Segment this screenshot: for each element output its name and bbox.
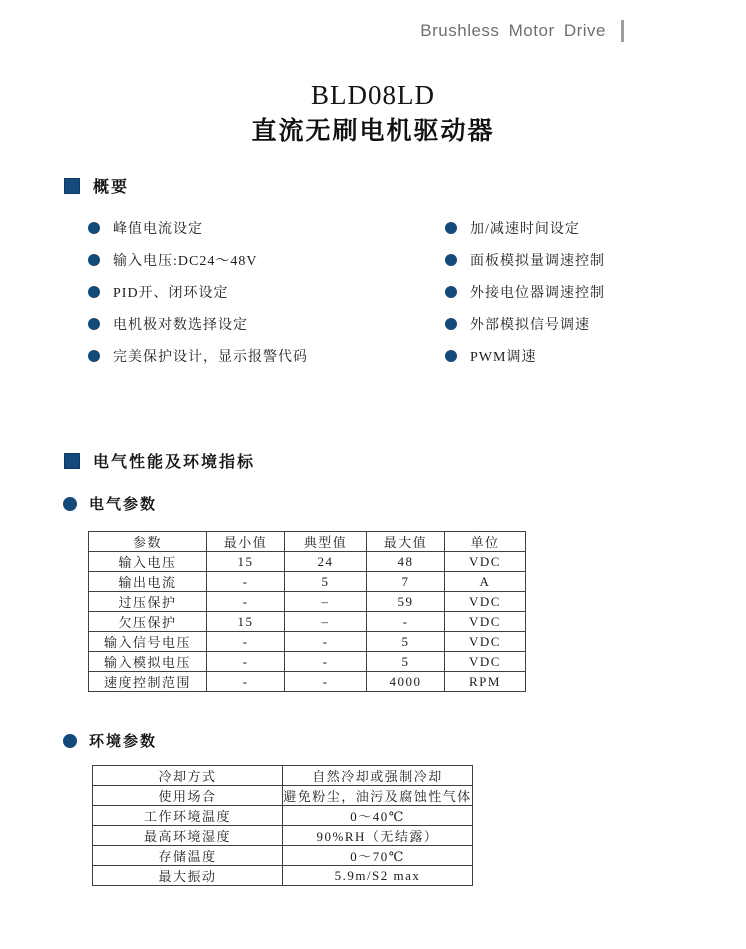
feature-item (88, 346, 308, 366)
table-row (89, 612, 526, 632)
circle-bullet-icon (88, 222, 100, 234)
circle-bullet-icon (63, 497, 77, 511)
param-cell: 输入模拟电压 (89, 652, 207, 672)
param-cell: 使用场合 (93, 786, 283, 806)
features-right-column (445, 218, 605, 378)
feature-label: 峰值电流设定 (113, 222, 203, 237)
section-specs-heading (64, 449, 255, 472)
circle-bullet-icon (88, 350, 100, 362)
brand-text: Brushless Motor Drive (420, 21, 606, 40)
feature-label: 加/减速时间设定 (470, 222, 580, 237)
feature-label: PWM调速 (470, 350, 537, 365)
min-cell: - (207, 652, 285, 672)
section-label: 电气性能及环境指标 (93, 454, 256, 471)
circle-bullet-icon (445, 254, 457, 266)
feature-item (445, 218, 605, 238)
value-cell: 0～70℃ (283, 846, 473, 866)
column-header: 参数 (89, 532, 207, 552)
table-row (93, 786, 473, 806)
feature-item (445, 282, 605, 302)
circle-bullet-icon (63, 734, 77, 748)
feature-label: 输入电压:DC24～48V (113, 254, 258, 269)
max-cell: - (367, 612, 445, 632)
table-row (89, 632, 526, 652)
param-cell: 输入电压 (89, 552, 207, 572)
typ-cell: 24 (285, 552, 367, 572)
value-cell: 5.9m/S2 max (283, 866, 473, 886)
min-cell: - (207, 632, 285, 652)
circle-bullet-icon (445, 222, 457, 234)
param-cell: 输入信号电压 (89, 632, 207, 652)
value-cell: 90%RH（无结露） (283, 826, 473, 846)
feature-label: 外部模拟信号调速 (470, 318, 590, 333)
column-header: 单位 (445, 532, 526, 552)
square-bullet-icon (64, 453, 80, 469)
subsection-label: 电气参数 (89, 496, 158, 513)
feature-label: 面板模拟量调速控制 (470, 254, 605, 269)
param-cell: 工作环境温度 (93, 806, 283, 826)
max-cell: 5 (367, 632, 445, 652)
circle-bullet-icon (88, 286, 100, 298)
circle-bullet-icon (445, 350, 457, 362)
table-row (89, 592, 526, 612)
product-title: 直流无刷电机驱动器 (251, 117, 495, 145)
table-row (89, 672, 526, 692)
typ-cell: – (285, 592, 367, 612)
typ-cell: – (285, 612, 367, 632)
max-cell: 7 (367, 572, 445, 592)
table-row (93, 846, 473, 866)
square-bullet-icon (64, 178, 80, 194)
unit-cell: VDC (445, 612, 526, 632)
value-cell: 避免粉尘，油污及腐蚀性气体 (283, 786, 473, 806)
column-header: 典型值 (285, 532, 367, 552)
param-cell: 欠压保护 (89, 612, 207, 632)
features-left-column (88, 218, 308, 378)
feature-label: PID开、闭环设定 (113, 286, 229, 301)
circle-bullet-icon (445, 318, 457, 330)
header-divider-bar (621, 20, 624, 42)
typ-cell: - (285, 652, 367, 672)
value-cell: 0～40℃ (283, 806, 473, 826)
min-cell: - (207, 672, 285, 692)
feature-item (88, 250, 308, 270)
electrical-params-table (88, 531, 526, 692)
unit-cell: VDC (445, 652, 526, 672)
table-row (93, 866, 473, 886)
max-cell: 59 (367, 592, 445, 612)
min-cell: - (207, 592, 285, 612)
param-cell: 速度控制范围 (89, 672, 207, 692)
subsection-environment-heading (63, 730, 157, 751)
feature-label: 外接电位器调速控制 (470, 286, 605, 301)
typ-cell: - (285, 672, 367, 692)
feature-label: 完美保护设计，显示报警代码 (113, 350, 308, 365)
feature-item (88, 282, 308, 302)
environment-params-table (92, 765, 473, 886)
unit-cell: VDC (445, 592, 526, 612)
feature-item (445, 346, 605, 366)
table-row (93, 826, 473, 846)
unit-cell: VDC (445, 632, 526, 652)
table-row (89, 572, 526, 592)
param-cell: 输出电流 (89, 572, 207, 592)
unit-cell: RPM (445, 672, 526, 692)
min-cell: 15 (207, 612, 285, 632)
feature-label: 电机极对数选择设定 (113, 318, 248, 333)
min-cell: 15 (207, 552, 285, 572)
max-cell: 48 (367, 552, 445, 572)
feature-item (445, 250, 605, 270)
section-label: 概要 (93, 179, 130, 196)
param-cell: 最高环境湿度 (93, 826, 283, 846)
table-row (89, 552, 526, 572)
typ-cell: - (285, 632, 367, 652)
feature-item (88, 218, 308, 238)
table-row (93, 806, 473, 826)
unit-cell: A (445, 572, 526, 592)
column-header: 最大值 (367, 532, 445, 552)
param-cell: 过压保护 (89, 592, 207, 612)
subsection-label: 环境参数 (89, 733, 158, 750)
unit-cell: VDC (445, 552, 526, 572)
circle-bullet-icon (445, 286, 457, 298)
column-header: 最小值 (207, 532, 285, 552)
subsection-electrical-heading (63, 493, 157, 514)
min-cell: - (207, 572, 285, 592)
table-row (93, 766, 473, 786)
table-row (89, 652, 526, 672)
feature-item (88, 314, 308, 334)
circle-bullet-icon (88, 318, 100, 330)
max-cell: 4000 (367, 672, 445, 692)
model-title: BLD08LD (311, 80, 435, 110)
feature-item (445, 314, 605, 334)
param-cell: 存储温度 (93, 846, 283, 866)
param-cell: 冷却方式 (93, 766, 283, 786)
value-cell: 自然冷却或强制冷却 (283, 766, 473, 786)
page-header (420, 20, 624, 42)
typ-cell: 5 (285, 572, 367, 592)
param-cell: 最大振动 (93, 866, 283, 886)
max-cell: 5 (367, 652, 445, 672)
circle-bullet-icon (88, 254, 100, 266)
table-header-row (89, 532, 526, 552)
section-overview-heading (64, 174, 129, 197)
